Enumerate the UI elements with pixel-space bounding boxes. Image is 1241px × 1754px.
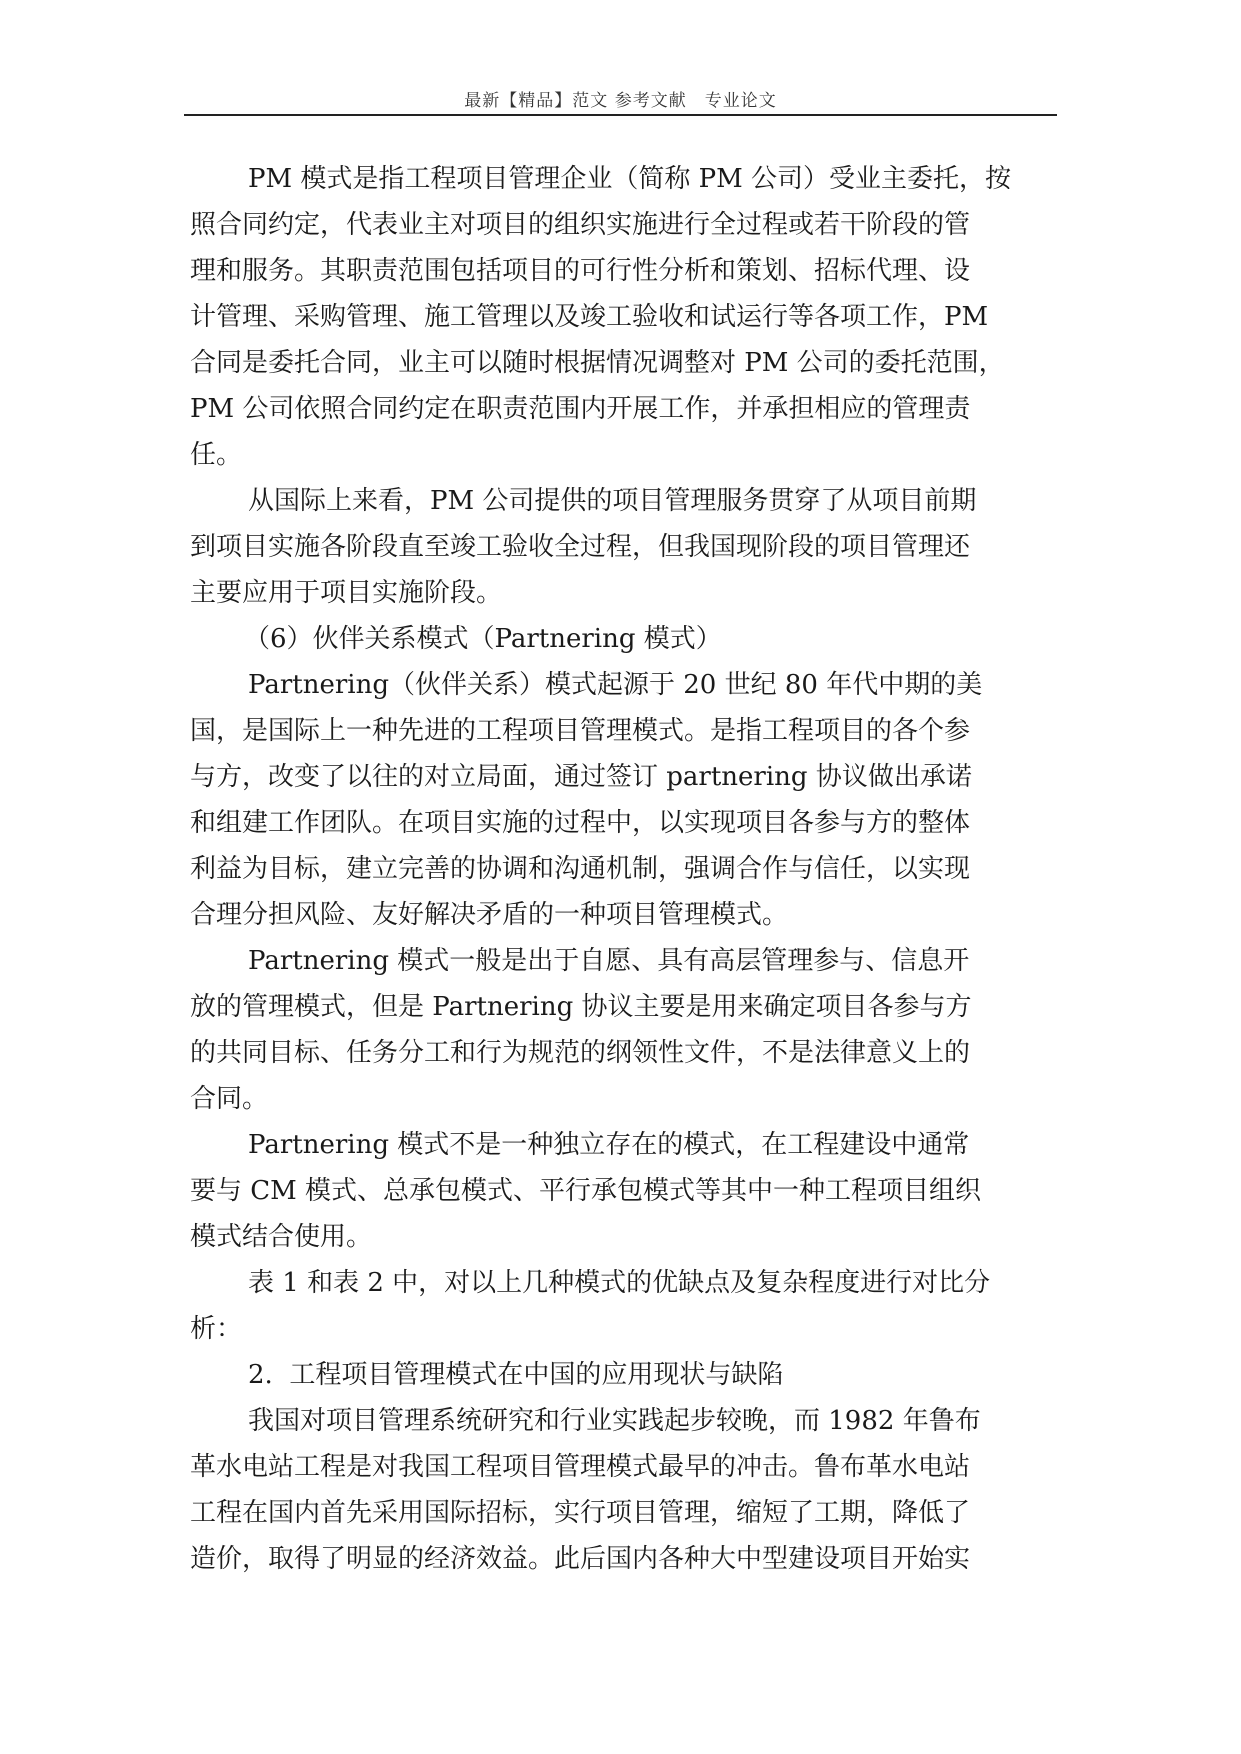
text-line: 模式结合使用。 (190, 1222, 373, 1252)
text-line: 和组建工作团队。在项目实施的过程中，以实现项目各参与方的整体 (190, 808, 971, 838)
heading-line: （6）伙伴关系模式（Partnering 模式） (244, 624, 722, 654)
text-line: 的共同目标、任务分工和行为规范的纲领性文件，不是法律意义上的 (190, 1038, 971, 1068)
text-line: 工程在国内首先采用国际招标，实行项目管理，缩短了工期，降低了 (190, 1498, 971, 1528)
paragraph-china-history (190, 1398, 1056, 1582)
text-line: 理和服务。其职责范围包括项目的可行性分析和策划、招标代理、设 (190, 256, 971, 286)
paragraph-partnering-voluntary (190, 938, 1056, 1122)
text-line: Partnering 模式一般是出于自愿、具有高层管理参与、信息开 (248, 946, 970, 976)
document-body (190, 156, 1056, 1582)
paragraph-partnering-combined (190, 1122, 1056, 1260)
text-line: 合理分担风险、友好解决矛盾的一种项目管理模式。 (190, 900, 789, 930)
text-line: 国，是国际上一种先进的工程项目管理模式。是指工程项目的各个参 (190, 716, 971, 746)
paragraph-tables-intro (190, 1260, 1056, 1352)
text-line: 从国际上来看，PM 公司提供的项目管理服务贯穿了从项目前期 (248, 486, 977, 516)
text-line: 到项目实施各阶段直至竣工验收全过程，但我国现阶段的项目管理还 (190, 532, 971, 562)
text-line: 合同是委托合同，业主可以随时根据情况调整对 PM 公司的委托范围， (190, 348, 1005, 378)
header-divider (184, 114, 1057, 116)
text-line: 我国对项目管理系统研究和行业实践起步较晚，而 1982 年鲁布 (248, 1406, 981, 1436)
text-line: 析： (190, 1314, 243, 1344)
text-line: 与方，改变了以往的对立局面，通过签订 partnering 协议做出承诺 (190, 762, 972, 792)
text-line: 任。 (190, 440, 243, 470)
text-line: 利益为目标，建立完善的协调和沟通机制，强调合作与信任，以实现 (190, 854, 971, 884)
page-header: 最新【精品】范文 参考文献 专业论文 (464, 91, 777, 111)
text-line: 主要应用于项目实施阶段。 (190, 578, 503, 608)
paragraph-partnering-origin (190, 662, 1056, 938)
text-line: 表 1 和表 2 中，对以上几种模式的优缺点及复杂程度进行对比分 (248, 1268, 991, 1298)
text-line: 革水电站工程是对我国工程项目管理模式最早的冲击。鲁布革水电站 (190, 1452, 971, 1482)
text-line: 照合同约定，代表业主对项目的组织实施进行全过程或若干阶段的管 (190, 210, 971, 240)
text-line: 要与 CM 模式、总承包模式、平行承包模式等其中一种工程项目组织 (190, 1176, 982, 1206)
text-line: Partnering（伙伴关系）模式起源于 20 世纪 80 年代中期的美 (248, 670, 983, 700)
text-line: 放的管理模式，但是 Partnering 协议主要是用来确定项目各参与方 (190, 992, 972, 1022)
text-line: 合同。 (190, 1084, 269, 1114)
section-heading-china (190, 1352, 1056, 1398)
section-heading-partnering (190, 616, 1056, 662)
text-line: 造价，取得了明显的经济效益。此后国内各种大中型建设项目开始实 (190, 1544, 971, 1574)
paragraph-pm-international (190, 478, 1056, 616)
text-line: 计管理、采购管理、施工管理以及竣工验收和试运行等各项工作，PM (190, 302, 989, 332)
text-line: PM 公司依照合同约定在职责范围内开展工作，并承担相应的管理责 (190, 394, 971, 424)
paragraph-pm-definition (190, 156, 1056, 478)
heading-line: 2. 工程项目管理模式在中国的应用现状与缺陷 (248, 1360, 784, 1390)
text-line: Partnering 模式不是一种独立存在的模式，在工程建设中通常 (248, 1130, 970, 1160)
text-line: PM 模式是指工程项目管理企业（简称 PM 公司）受业主委托，按 (248, 164, 1012, 194)
